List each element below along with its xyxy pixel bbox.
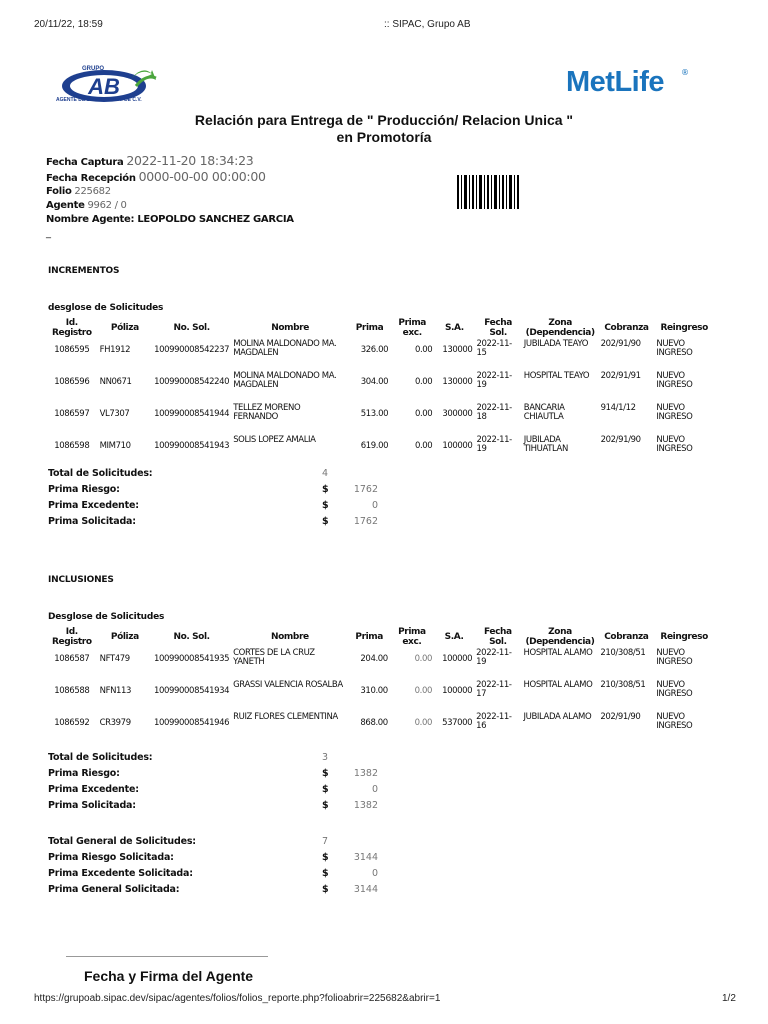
total-label: Prima Solicitada: bbox=[48, 516, 136, 527]
incrementos-heading: INCREMENTOS bbox=[48, 266, 120, 276]
column-header-prima-exc: Prima exc. bbox=[398, 627, 426, 647]
cell-no-sol: 100990008542240 bbox=[154, 377, 230, 387]
cell-cobranza: 210/308/51 bbox=[600, 680, 646, 690]
report-title-line1: Relación para Entrega de " Producción/ Relacion Unica " bbox=[194, 112, 574, 128]
print-datetime: 20/11/22, 18:59 bbox=[34, 19, 103, 30]
signature-line bbox=[66, 956, 268, 957]
cell-reingreso: NUEVO INGRESO bbox=[656, 712, 693, 731]
report-title-line2: en Promotoría bbox=[336, 129, 432, 145]
column-header-prima: Prima bbox=[355, 323, 384, 333]
cell-fecha-sol: 2022-11-15 bbox=[476, 339, 512, 358]
cell-prima-exc: 0.00 bbox=[414, 409, 433, 419]
cell-zona: HOSPITAL ALAMO bbox=[523, 648, 593, 658]
column-header-prima-exc: Prima exc. bbox=[398, 318, 426, 338]
total-label: Prima Riesgo: bbox=[48, 484, 120, 495]
cell-poliza: NFN113 bbox=[99, 686, 132, 696]
cell-zona: JUBILADA TEAYO bbox=[523, 339, 589, 349]
cell-poliza: CR3979 bbox=[99, 718, 131, 728]
total-label: Prima Excedente Solicitada: bbox=[48, 868, 193, 879]
logo-bottom-text: AGENTE DE SEGUROS S.A. DE C.V. bbox=[56, 97, 142, 103]
table-row bbox=[46, 681, 714, 713]
total-value: 0 bbox=[371, 500, 378, 511]
total-value: 1382 bbox=[353, 768, 378, 779]
cell-prima-exc: 0.00 bbox=[414, 345, 433, 355]
incrementos-table bbox=[46, 316, 714, 468]
cell-nombre: MOLINA MALDONADO MA. MAGDALEN bbox=[233, 339, 337, 358]
agente-value: 9962 / 0 bbox=[87, 200, 127, 211]
total-value: 7 bbox=[322, 836, 329, 847]
cell-fecha-sol: 2022-11-19 bbox=[476, 435, 512, 454]
cell-zona: JUBILADA ALAMO bbox=[523, 712, 592, 722]
cell-reingreso: NUEVO INGRESO bbox=[656, 680, 693, 699]
currency-symbol: $ bbox=[322, 768, 329, 779]
column-header-no-sol: No. Sol. bbox=[173, 323, 210, 333]
cell-no-sol: 100990008541946 bbox=[154, 718, 230, 728]
fecha-recepcion-label: Fecha Recepción bbox=[46, 173, 136, 184]
cell-sa: 100000 bbox=[442, 686, 473, 696]
total-label: Total General de Solicitudes: bbox=[48, 836, 196, 847]
cell-poliza: FH1912 bbox=[99, 345, 131, 355]
cell-sa: 130000 bbox=[442, 377, 473, 387]
agente-label: Agente bbox=[46, 200, 85, 211]
column-header-poliza: Póliza bbox=[110, 323, 139, 333]
total-value: 4 bbox=[322, 468, 329, 479]
total-value: 3144 bbox=[353, 852, 378, 863]
cell-sa: 100000 bbox=[442, 441, 473, 451]
cell-reingreso: NUEVO INGRESO bbox=[656, 435, 693, 454]
cell-cobranza: 202/91/90 bbox=[600, 339, 641, 349]
table-header-row bbox=[46, 316, 714, 340]
barcode-image bbox=[457, 175, 519, 209]
table-row bbox=[46, 372, 714, 404]
total-value: 0 bbox=[371, 868, 378, 879]
page-number: 1/2 bbox=[722, 993, 736, 1004]
cell-prima: 326.00 bbox=[360, 345, 389, 355]
dash-mark: _ bbox=[46, 228, 51, 239]
total-label: Prima Excedente: bbox=[48, 784, 139, 795]
column-header-fecha-sol: Fecha Sol. bbox=[484, 627, 512, 647]
total-label: Total de Solicitudes: bbox=[48, 752, 153, 763]
cell-no-sol: 100990008542237 bbox=[154, 345, 230, 355]
cell-prima-exc: 0.00 bbox=[414, 718, 432, 728]
cell-cobranza: 202/91/91 bbox=[600, 371, 641, 381]
logo-top-text: GRUPO bbox=[82, 66, 105, 72]
total-value: 1762 bbox=[353, 484, 378, 495]
total-value: 0 bbox=[371, 784, 378, 795]
folio-label: Folio bbox=[46, 186, 72, 197]
metlife-logo: MetLife bbox=[566, 66, 664, 98]
cell-no-sol: 100990008541944 bbox=[154, 409, 230, 419]
cell-prima-exc: 0.00 bbox=[414, 441, 433, 451]
column-header-nombre: Nombre bbox=[271, 323, 309, 333]
column-header-cobranza: Cobranza bbox=[604, 632, 649, 642]
print-page-title: :: SIPAC, Grupo AB bbox=[384, 19, 471, 30]
cell-sa: 100000 bbox=[442, 654, 473, 664]
cell-nombre: MOLINA MALDONADO MA. MAGDALEN bbox=[233, 371, 337, 390]
cell-fecha-sol: 2022-11-18 bbox=[476, 403, 512, 422]
currency-symbol: $ bbox=[322, 868, 329, 879]
report-title bbox=[0, 112, 768, 146]
cell-prima: 619.00 bbox=[360, 441, 389, 451]
table-row bbox=[46, 340, 714, 372]
nombre-agente: Nombre Agente: LEOPOLDO SANCHEZ GARCIA bbox=[46, 214, 294, 225]
cell-prima-exc: 0.00 bbox=[414, 654, 432, 664]
cell-prima: 304.00 bbox=[360, 377, 389, 387]
total-value: 3144 bbox=[353, 884, 378, 895]
cell-poliza: NN0671 bbox=[99, 377, 132, 387]
cell-nombre: TELLEZ MORENO FERNANDO bbox=[233, 403, 301, 422]
cell-cobranza: 202/91/90 bbox=[600, 435, 641, 445]
total-label: Prima Riesgo Solicitada: bbox=[48, 852, 174, 863]
fecha-captura-row bbox=[46, 153, 253, 168]
cell-reingreso: NUEVO INGRESO bbox=[656, 371, 693, 390]
column-header-zona: Zona (Dependencia) bbox=[525, 318, 595, 338]
table-row bbox=[46, 649, 714, 681]
cell-id-registro: 1086592 bbox=[54, 718, 90, 728]
page-url: https://grupoab.sipac.dev/sipac/agentes/folios/folios_reporte.php?folioabrir=225682&abrir=1 bbox=[34, 993, 441, 1004]
column-header-sa: S.A. bbox=[444, 632, 464, 642]
table-header-row bbox=[46, 625, 714, 649]
cell-fecha-sol: 2022-11-19 bbox=[476, 371, 512, 390]
inclusiones-heading: INCLUSIONES bbox=[48, 575, 114, 585]
cell-reingreso: NUEVO INGRESO bbox=[656, 648, 693, 667]
inclusiones-subheading: Desglose de Solicitudes bbox=[48, 612, 165, 622]
svg-text:AB: AB bbox=[88, 74, 120, 99]
cell-id-registro: 1086597 bbox=[54, 409, 90, 419]
cell-no-sol: 100990008541943 bbox=[154, 441, 230, 451]
cell-prima: 204.00 bbox=[360, 654, 388, 664]
cell-fecha-sol: 2022-11-19 bbox=[476, 648, 512, 667]
cell-id-registro: 1086595 bbox=[54, 345, 90, 355]
currency-symbol: $ bbox=[322, 500, 329, 511]
agente-row bbox=[46, 200, 127, 211]
cell-id-registro: 1086588 bbox=[54, 686, 90, 696]
cell-sa: 537000 bbox=[442, 718, 473, 728]
cell-prima-exc: 0.00 bbox=[414, 377, 433, 387]
cell-prima: 513.00 bbox=[360, 409, 389, 419]
total-label: Total de Solicitudes: bbox=[48, 468, 153, 479]
total-label: Prima Riesgo: bbox=[48, 768, 120, 779]
cell-fecha-sol: 2022-11-17 bbox=[476, 680, 512, 699]
total-value: 1762 bbox=[353, 516, 378, 527]
total-label: Prima Solicitada: bbox=[48, 800, 136, 811]
cell-reingreso: NUEVO INGRESO bbox=[656, 403, 693, 422]
total-value: 1382 bbox=[353, 800, 378, 811]
table-row bbox=[46, 404, 714, 436]
cell-poliza: NFT479 bbox=[99, 654, 130, 664]
column-header-id-registro: Id. Registro bbox=[51, 318, 92, 338]
currency-symbol: $ bbox=[322, 884, 329, 895]
cell-prima-exc: 0.00 bbox=[414, 686, 432, 696]
column-header-reingreso: Reingreso bbox=[660, 632, 708, 642]
fecha-recepcion-value: 0000-00-00 00:00:00 bbox=[138, 169, 266, 184]
column-header-cobranza: Cobranza bbox=[604, 323, 649, 333]
currency-symbol: $ bbox=[322, 516, 329, 527]
cell-sa: 130000 bbox=[442, 345, 473, 355]
cell-zona: BANCARIA CHIAUTLA bbox=[523, 403, 565, 422]
cell-sa: 300000 bbox=[442, 409, 473, 419]
folio-value: 225682 bbox=[74, 186, 111, 197]
currency-symbol: $ bbox=[322, 784, 329, 795]
cell-zona: HOSPITAL ALAMO bbox=[523, 680, 593, 690]
cell-nombre: RUIZ FLORES CLEMENTINA bbox=[233, 712, 338, 722]
cell-id-registro: 1086598 bbox=[54, 441, 90, 451]
cell-poliza: MIM710 bbox=[99, 441, 131, 451]
column-header-id-registro: Id. Registro bbox=[51, 627, 92, 647]
column-header-no-sol: No. Sol. bbox=[173, 632, 210, 642]
cell-cobranza: 914/1/12 bbox=[600, 403, 636, 413]
currency-symbol: $ bbox=[322, 800, 329, 811]
cell-cobranza: 202/91/90 bbox=[600, 712, 641, 722]
column-header-nombre: Nombre bbox=[271, 632, 309, 642]
cell-prima: 310.00 bbox=[360, 686, 388, 696]
cell-poliza: VL7307 bbox=[99, 409, 130, 419]
currency-symbol: $ bbox=[322, 484, 329, 495]
table-row bbox=[46, 713, 714, 745]
column-header-reingreso: Reingreso bbox=[660, 323, 708, 333]
fecha-recepcion-row bbox=[46, 169, 266, 184]
grupo-ab-logo bbox=[52, 64, 162, 106]
cell-nombre: CORTES DE LA CRUZ YANETH bbox=[233, 648, 315, 667]
cell-prima: 868.00 bbox=[360, 718, 388, 728]
cell-zona: HOSPITAL TEAYO bbox=[523, 371, 590, 381]
inclusiones-table bbox=[46, 625, 714, 745]
column-header-sa: S.A. bbox=[444, 323, 464, 333]
total-label: Prima General Solicitada: bbox=[48, 884, 180, 895]
signature-label: Fecha y Firma del Agente bbox=[84, 968, 254, 984]
cell-no-sol: 100990008541934 bbox=[154, 686, 230, 696]
cell-id-registro: 1086596 bbox=[54, 377, 90, 387]
total-value: 3 bbox=[322, 752, 329, 763]
column-header-poliza: Póliza bbox=[110, 632, 139, 642]
cell-zona: JUBILADA TIHUATLAN bbox=[523, 435, 568, 454]
cell-cobranza: 210/308/51 bbox=[600, 648, 646, 658]
column-header-zona: Zona (Dependencia) bbox=[525, 627, 595, 647]
column-header-fecha-sol: Fecha Sol. bbox=[484, 318, 512, 338]
cell-nombre: SOLIS LOPEZ AMALIA bbox=[233, 435, 316, 445]
fecha-captura-label: Fecha Captura bbox=[46, 157, 124, 168]
cell-id-registro: 1086587 bbox=[54, 654, 90, 664]
cell-nombre: GRASSI VALENCIA ROSALBA bbox=[233, 680, 343, 690]
incrementos-subheading: desglose de Solicitudes bbox=[48, 303, 164, 313]
currency-symbol: $ bbox=[322, 852, 329, 863]
folio-row bbox=[46, 186, 111, 197]
cell-no-sol: 100990008541935 bbox=[154, 654, 230, 664]
fecha-captura-value: 2022-11-20 18:34:23 bbox=[126, 153, 254, 168]
registered-icon: ® bbox=[681, 68, 689, 77]
total-label: Prima Excedente: bbox=[48, 500, 139, 511]
cell-fecha-sol: 2022-11-16 bbox=[476, 712, 512, 731]
column-header-prima: Prima bbox=[355, 632, 383, 642]
cell-reingreso: NUEVO INGRESO bbox=[656, 339, 693, 358]
table-row bbox=[46, 436, 714, 468]
